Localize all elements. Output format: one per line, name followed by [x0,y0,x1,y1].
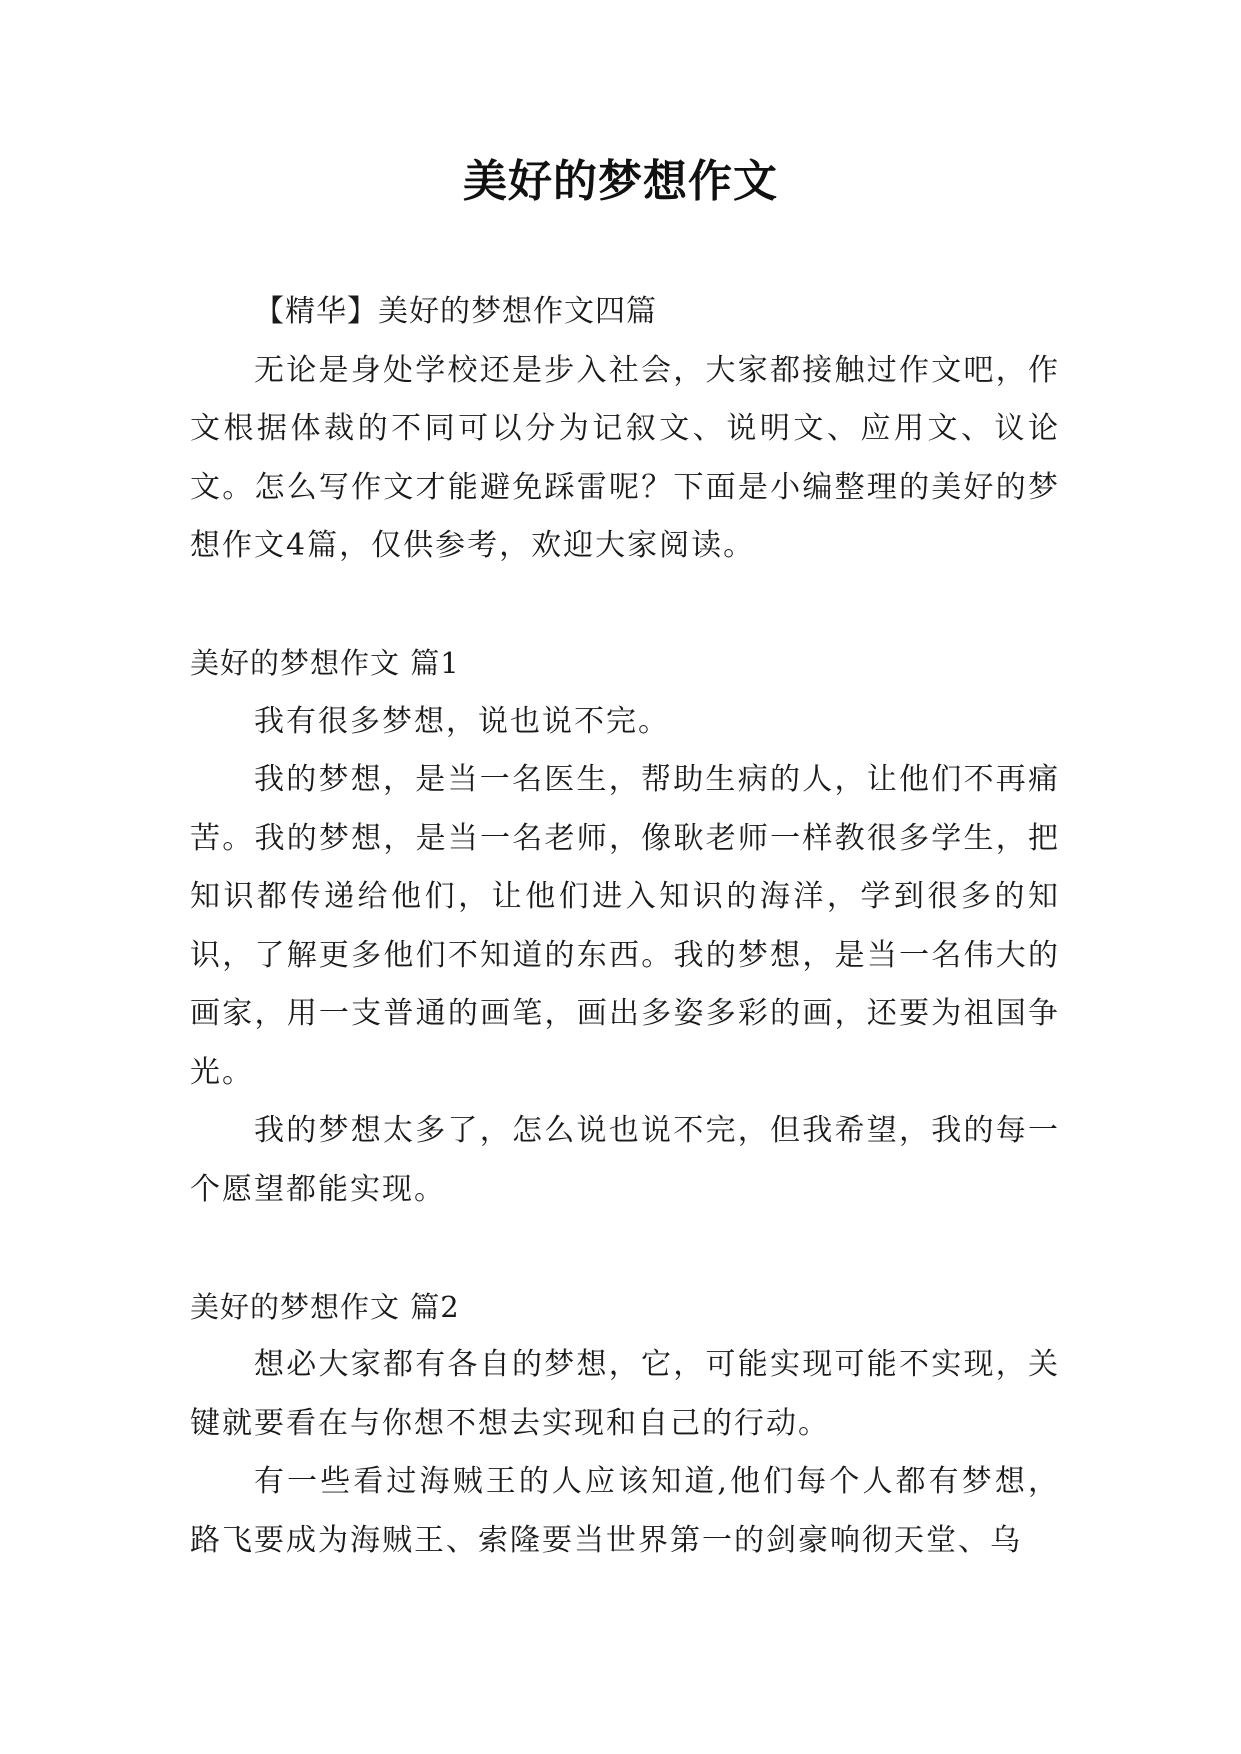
section-1 [190,634,1060,1219]
document-body [190,283,1060,1570]
section-heading: 美好的梦想作文 篇1 [190,646,460,680]
section-spacer [190,1219,1060,1278]
body-paragraph: 想必大家都有各自的梦想，它，可能实现可能不实现，关键就要看在与你想不想去实现和自己的行动。 [190,1347,1060,1441]
section-2 [190,1278,1060,1571]
intro-paragraph: 无论是身处学校还是步入社会，大家都接触过作文吧，作文根据体裁的不同可以分为记叙文、说明文、应用文、议论文。怎么写作文才能避免踩雷呢？下面是小编整理的美好的梦想作文4篇，仅供参考，欢迎大家阅读。 [190,352,1060,563]
body-paragraph: 我的梦想太多了，怎么说也说不完，但我希望，我的每一个愿望都能实现。 [190,1113,1060,1207]
section-heading: 美好的梦想作文 篇2 [190,1289,460,1324]
section-spacer [190,576,1060,635]
body-paragraph: 有一些看过海贼王的人应该知道,他们每个人都有梦想，路飞要成为海贼王、索隆要当世界第一的剑豪响彻天堂、乌 [190,1464,1060,1558]
document-title: 美好的梦想作文 [463,156,778,207]
body-paragraph: 我有很多梦想，说也说不完。 [254,703,670,739]
body-paragraph: 我的梦想，是当一名医生，帮助生病的人，让他们不再痛苦。我的梦想，是当一名老师，像耿老师一样教很多学生，把知识都传递给他们，让他们进入知识的海洋，学到很多的知识，了解更多他们不知道的东西。我的梦想，是当一名伟大的画家，用一支普通的画笔，画出多姿多彩的画，还要为祖国争光。 [190,762,1060,1090]
lead-line: 【精华】美好的梦想作文四篇 [254,294,657,329]
